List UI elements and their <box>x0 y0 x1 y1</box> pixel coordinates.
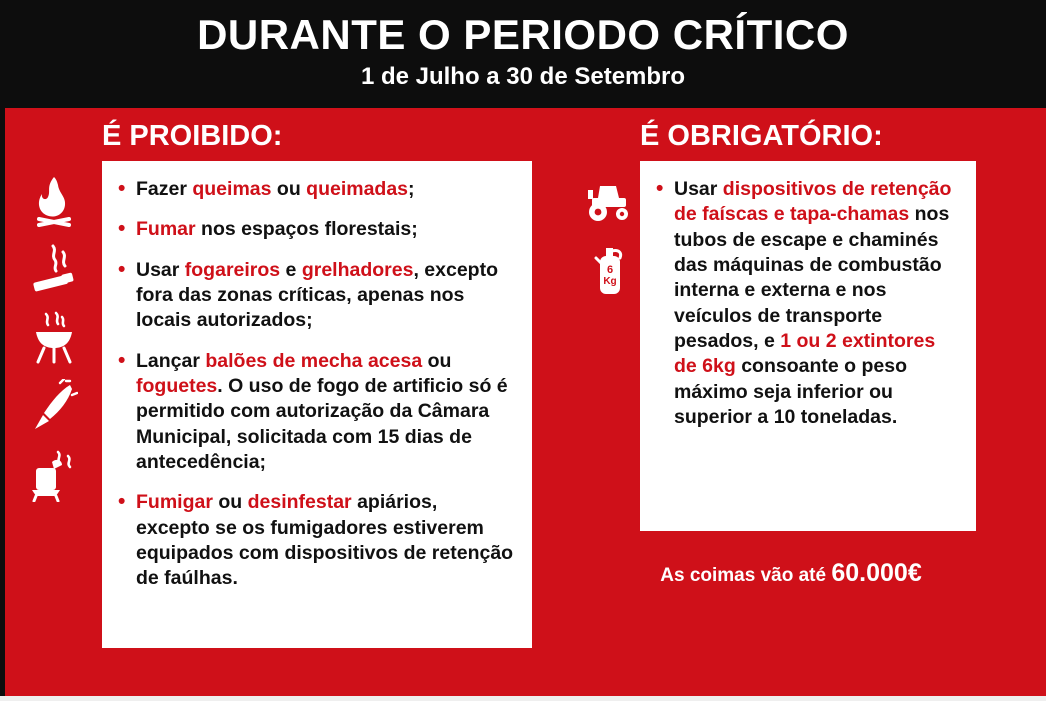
item-text-5: Fumigar ou desinfestar apiários, excepto se os fumigadores estiverem equipados com dispositivos de retenção de faúlhas. <box>136 491 514 590</box>
mandatory-list <box>654 177 960 430</box>
mandatory-card <box>640 161 976 531</box>
firework-rocket-icon <box>25 375 83 437</box>
prohibited-list <box>116 177 514 592</box>
prohibited-icon-strip <box>6 161 102 505</box>
fine-note <box>640 559 976 588</box>
extinguisher-weight-top: 6 <box>606 264 614 276</box>
extinguisher-weight-bottom: Kg <box>603 276 617 287</box>
page-subtitle: 1 de Julho a 30 de Setembro <box>360 62 686 90</box>
beehive-smoker-icon <box>25 443 83 505</box>
prohibited-column <box>0 108 578 701</box>
list-item <box>116 258 514 334</box>
poster-body <box>0 108 1046 701</box>
list-item <box>116 490 514 591</box>
list-item <box>116 349 514 476</box>
list-item <box>654 177 960 430</box>
poster-header <box>0 0 1046 108</box>
item-text-1: Usar dispositivos de retenção de faíscas e tapa-chamas nos tubos de escape e chaminés das máquinas de combustão interna e externa e nos veículos de transporte pesados, e 1 ou 2 extintores de 6kg consoante o peso máximo seja inferior ou superior a 10 toneladas. <box>674 178 952 429</box>
prohibited-card <box>102 161 532 648</box>
list-item <box>116 217 514 242</box>
left-edge-band <box>0 108 5 701</box>
barbecue-grill-icon <box>25 307 83 369</box>
cigarette-icon <box>25 239 83 301</box>
mandatory-column <box>578 108 1046 701</box>
item-text-2: Fumar nos espaços florestais; <box>136 218 418 241</box>
prohibited-heading: É PROIBIDO: <box>102 120 283 152</box>
tractor-icon <box>580 173 638 229</box>
item-text-3: Usar fogareiros e grelhadores, excepto fora das zonas críticas, apenas nos locais autorizados; <box>136 258 498 332</box>
mandatory-icon-strip <box>578 161 640 301</box>
item-text-1: Fazer queimas ou queimadas; <box>136 178 415 200</box>
bonfire-icon <box>25 171 83 233</box>
bottom-edge-band <box>0 696 1046 701</box>
fine-note-prefix: As coimas vão até <box>660 565 832 586</box>
fine-amount: 60.000€ <box>831 559 922 587</box>
item-text-4: Lançar balões de mecha acesa ou foguetes. O uso de fogo de artificio só é permitido com autorização da Câmara Municipal, solicitada com 15 dias de antecedência; <box>136 349 508 474</box>
mandatory-heading: É OBRIGATÓRIO: <box>640 120 883 152</box>
fire-extinguisher-icon <box>580 239 638 301</box>
page-title: DURANTE O PERIODO CRÍTICO <box>197 11 849 58</box>
list-item <box>116 177 514 202</box>
